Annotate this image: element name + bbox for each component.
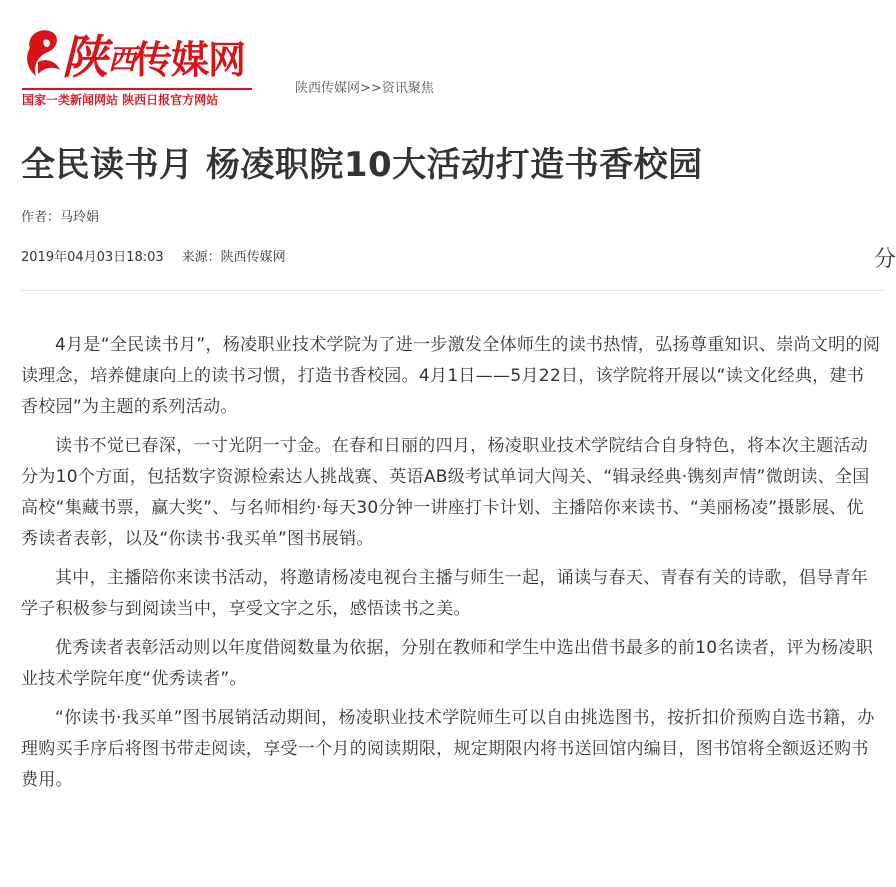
logo-underline (22, 88, 252, 90)
article-datetime: 2019年04月03日18:03 (21, 250, 164, 265)
article-source: 来源：陕西传媒网 (181, 250, 286, 265)
article-paragraph: 读书不觉已春深，一寸光阴一寸金。在春和日丽的四月，杨凌职业技术学院结合自身特色，将本次主题活动分为10个方面，包括数字资源检索达人挑战赛、英语AB级考试单词大闯关、“辑录经典·镌刻声情”微朗读、全国高校“集藏书票，赢大奖”、与名师相约·每天30分钟一讲座打卡计划、主播陪你来读书、“美丽杨凌”摄影展、优秀读者表彰，以及“你读书·我买单”图书展销。 (21, 436, 870, 549)
article-paragraph: 4月是“全民读书月”，杨凌职业技术学院为了进一步激发全体师生的读书热情，弘扬尊重知识、崇尚文明的阅读理念，培养健康向上的读书习惯，打造书香校园。4月1日——5月22日，该学院将开展以“读文化经典，建书香校园”为主题的系列活动。 (21, 335, 881, 417)
site-logo[interactable] (22, 18, 262, 110)
article-meta (21, 248, 286, 268)
logo-title: 传媒网 (134, 37, 246, 82)
article-paragraph: 其中，主播陪你来读书活动，将邀请杨凌电视台主播与师生一起，诵读与春天、青春有关的诗歌，倡导青年学子积极参与到阅读当中，享受文字之乐，感悟读书之美。 (21, 568, 869, 619)
article-paragraph: “你读书·我买单”图书展销活动期间，杨凌职业技术学院师生可以自由挑选图书，按折扣价预购自选书籍，办理购买手序后将图书带走阅读，享受一个月的阅读期限，规定期限内将书送回馆内编目，图书馆将全额返还购书费用。 (21, 708, 875, 790)
breadcrumb (295, 80, 434, 98)
article-author: 作者：马玲娟 (21, 210, 100, 225)
logo-char-xi: 西 (108, 43, 137, 76)
logo-char-shaan: 陕 (62, 30, 108, 84)
breadcrumb-home-link[interactable]: 陕西传媒网 (295, 81, 361, 96)
breadcrumb-separator: >> (360, 81, 382, 96)
header-divider (21, 290, 884, 291)
article-title: 全民读书月 杨凌职院10大活动打造书香校园 (21, 145, 703, 185)
share-label[interactable]: 分 (874, 247, 896, 272)
article-paragraph: 优秀读者表彰活动则以年度借阅数量为依据，分别在教师和学生中选出借书最多的前10名读者，评为杨凌职业技术学院年度“优秀读者”。 (21, 638, 874, 689)
breadcrumb-section-link[interactable]: 资讯聚焦 (381, 81, 434, 96)
logo-slogan: 国家一类新闻网站 陕西日报官方网站 (22, 93, 219, 107)
article-body (21, 330, 881, 804)
